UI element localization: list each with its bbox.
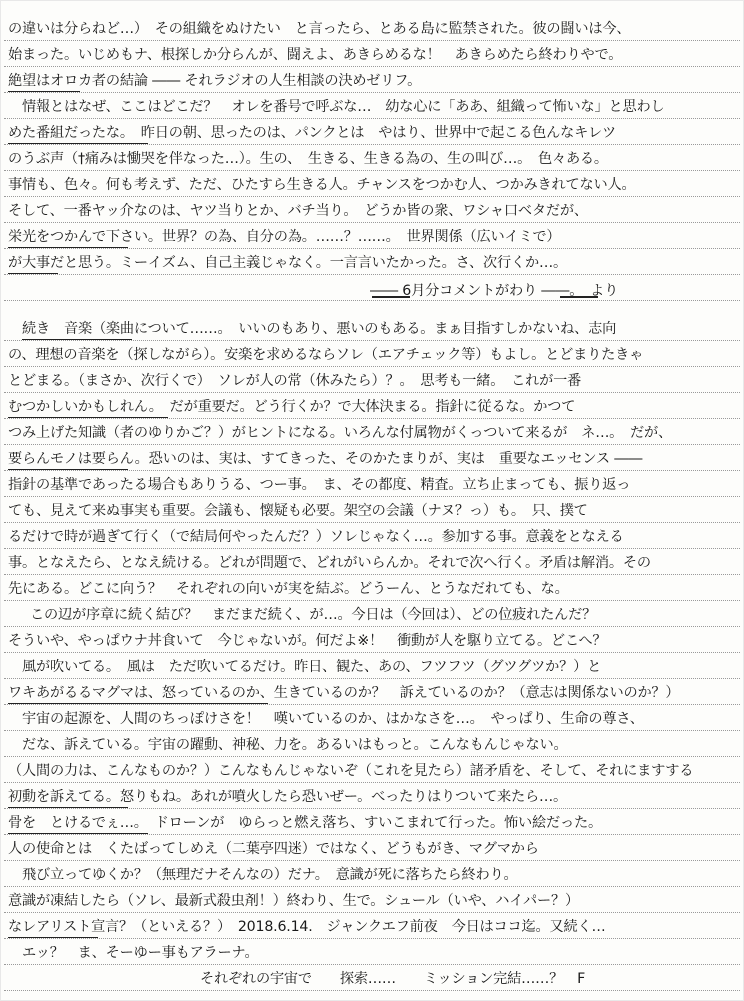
- ruled-line: [4, 196, 740, 197]
- text-line: この辺が序章に続く結び？ まだまだ続く、が…。今日は（今回は）、どの位疲れたんだ？: [30, 607, 597, 623]
- text-line: 宇宙の起源を、人間のちっぽけさを！ 嘆いているのか、はかなさを…。 やっぱり、生命の尊さ、: [22, 711, 644, 727]
- ruled-line: [4, 652, 740, 653]
- handwritten-underline: [8, 469, 128, 470]
- ruled-line: [4, 144, 740, 145]
- handwritten-underline: [8, 273, 58, 274]
- text-line: の違いは分らねど…） その組織をぬけたい と言ったら、とある島に監禁された。彼の闘いは今、: [8, 21, 631, 37]
- ruled-line: [4, 704, 740, 705]
- text-line: 事。となえたら、となえ続ける。どれが問題で、どれがいらんか。それで次へ行く。矛盾は解消。その: [8, 555, 651, 571]
- ruled-line: [4, 886, 740, 887]
- ruled-line: [4, 678, 740, 679]
- text-line: 先にある。どこに向う？ それぞれの向いが実を結ぶ。どうーん、とうなだれても、な。: [8, 581, 569, 597]
- handwritten-underline: [8, 937, 98, 938]
- ruled-line: [4, 170, 740, 171]
- ruled-line: [4, 730, 740, 731]
- text-line: そして、一番ヤッ介なのは、ヤツ当りとか、バチ当り。 どうか皆の衆、ワシャ口ベタだが、: [8, 203, 588, 219]
- ruled-line: [4, 756, 740, 757]
- ruled-line: [4, 274, 740, 275]
- closing-line: それぞれの宇宙で 探索…… ミッション完結……？ F: [200, 971, 586, 987]
- handwritten-underline: [8, 143, 148, 144]
- text-line: 指針の基準であったる場合もありうる、つー事。 ま、その都度、精査。立ち止まっても、振り返っ: [8, 477, 631, 493]
- text-line: が大事だと思う。ミーイズム、自己主義じゃなく。一言言いたかった。さ、次行くか…。: [8, 255, 567, 271]
- text-line: 骨を とけるでぇ…。 ドローンが ゆらっと燃え落ち、すいこまれて行った。怖い絵だった。: [8, 815, 602, 831]
- text-line: むつかしいかもしれん。 だが重要だ。どう行くか？で大体決まる。指針に従るな。かつて: [8, 399, 576, 415]
- ruled-line: [4, 222, 740, 223]
- ruled-line: [4, 938, 740, 939]
- text-line: つみ上げた知識（者のゆりかご？）がヒントになる。いろんな付属物がくっついて来るが ネ…。 だが、: [8, 425, 673, 441]
- divider-dash: [560, 296, 598, 298]
- text-line: のうぶ声（†痛みは慟哭を伴なった…）。生の、 生きる、生きる為の、生の叫び…。 色々ある。: [8, 151, 608, 167]
- text-line: そういや、やっぱウナ丼食いて 今じゃないが。何だよ※！ 衝動が人を駆り立てる。どこへ？: [8, 633, 607, 649]
- text-line: エッ？ ま、そーゆー事もアラーナ。: [22, 945, 259, 961]
- text-line: 栄光をつかんで下さい。世界？の為、自分の為。……？……。 世界関係（広いイミで）: [8, 229, 561, 245]
- handwritten-underline: [8, 703, 268, 704]
- text-line: 要らんモノは要らん。恐いのは、実は、すてきった、そのかたまりが、実は 重要なエッセンス ――: [8, 451, 643, 467]
- text-line: 風が吹いてる。 風は ただ吹いてるだけ。昨日、観た、あの、フツフツ（グツグツか？）と: [22, 659, 602, 675]
- ruled-line: [4, 990, 740, 991]
- text-line: だな、訴えている。宇宙の躍動、神秘、力を。あるいはもっと。こんなもんじゃない。: [22, 737, 568, 753]
- text-line: 飛び立ってゆくか？（無理だナそんなの）だナ。 意識が死に落ちたら終わり。: [22, 867, 518, 883]
- ruled-line: [4, 248, 740, 249]
- text-line: 人の使命とは くたばってしめえ（二葉亭四迷）ではなく、どうもがき、マグマから: [8, 841, 539, 857]
- ruled-line: [4, 340, 740, 341]
- handwritten-underline: [8, 247, 128, 248]
- text-line: ても、見えて来ぬ事実も重要。会議も、懐疑も必要。架空の会議（ナヌ？っ）も。 只、撲て: [8, 503, 588, 519]
- ruled-line: [4, 808, 740, 809]
- ruled-line: [4, 418, 740, 419]
- text-line: めた番組だったな。 昨日の朝、思ったのは、パンクとは やはり、世界中で起こる色んなキレツ: [8, 125, 616, 141]
- text-line: とどまる。（まさか、次行くで） ソレが人の常（休みたら）？。 思考も一緒。 これが一番: [8, 373, 582, 389]
- handwritten-underline: [22, 339, 132, 340]
- text-line: なレアリスト宣言？（といえる？） 2018.6.14. ジャンクエフ前夜 今日はココ迄。又続く…: [8, 919, 606, 935]
- text-line: 事情も、色々。何も考えず、ただ、ひたすら生きる人。チャンスをつかむ人、つかみきれてない人。: [8, 177, 636, 193]
- text-line: ワキあがるるマグマは、怒っているのか、生きているのか？ 訴えているのか？（意志は関係ないのか？）: [8, 685, 680, 701]
- ruled-line: [4, 600, 740, 601]
- ruled-line: [4, 912, 740, 913]
- ruled-line: [4, 40, 740, 41]
- ruled-line: [4, 574, 740, 575]
- text-line: 始まった。いじめもナ、根探しか分らんが、闘えよ、あきらめるな！ あきらめたら終わりやで。: [8, 47, 623, 63]
- text-line: 情報とはなぜ、ここはどこだ？ オレを番号で呼ぶな… 幼な心に「ああ、組織って怖いな」と思わし: [22, 99, 665, 115]
- handwritten-underline: [8, 833, 148, 834]
- handwritten-underline: [8, 417, 168, 418]
- text-line: 続き 音楽（楽曲について……。 いいのもあり、悪いのもある。まぁ目指すしかないね、志向: [22, 321, 617, 337]
- ruled-line: [4, 860, 740, 861]
- text-line: 絶望はオロカ者の結論 ―― それラジオの人生相談の決めゼリフ。: [8, 73, 422, 89]
- ruled-line: [4, 300, 740, 301]
- ruled-line: [4, 964, 740, 965]
- divider-dash: [372, 296, 410, 298]
- ruled-line: [4, 66, 740, 67]
- ruled-line: [4, 392, 740, 393]
- text-line: の、理想の音楽を（探しながら）。安楽を求めるならソレ（エアチェック等）もよし。とどまりたきゃ: [8, 347, 644, 363]
- ruled-line: [4, 626, 740, 627]
- ruled-line: [4, 496, 740, 497]
- ruled-line: [4, 470, 740, 471]
- ruled-line: [4, 548, 740, 549]
- ruled-line: [4, 366, 740, 367]
- text-line: 意識が凍結したら（ソレ、最新式殺虫剤！）終わり、生で。シュール（いや、ハイパー？）: [8, 893, 579, 909]
- ruled-line: [4, 118, 740, 119]
- ruled-line: [4, 834, 740, 835]
- text-line: 初動を訴えてる。怒りもね。あれが噴火したら恐いぜー。べったりはりついて来たら…。: [8, 789, 567, 805]
- text-line: （人間の力は、こんなものか？）こんなもんじゃないぞ（これを見たら）諸矛盾を、そして、それにますする: [8, 763, 694, 779]
- ruled-line: [4, 782, 740, 783]
- ruled-line: [4, 444, 740, 445]
- ruled-line: [4, 522, 740, 523]
- text-line: るだけで時が過ぎて行く（で結局何やったんだ？）ソレじゃなく…。参加する事。意義をとなえる: [8, 529, 624, 545]
- section-divider-text: ―― 6月分コメントがわり ――。 より: [370, 283, 619, 299]
- handwritten-underline: [8, 807, 128, 808]
- ruled-line: [4, 92, 740, 93]
- handwritten-underline: [8, 91, 80, 92]
